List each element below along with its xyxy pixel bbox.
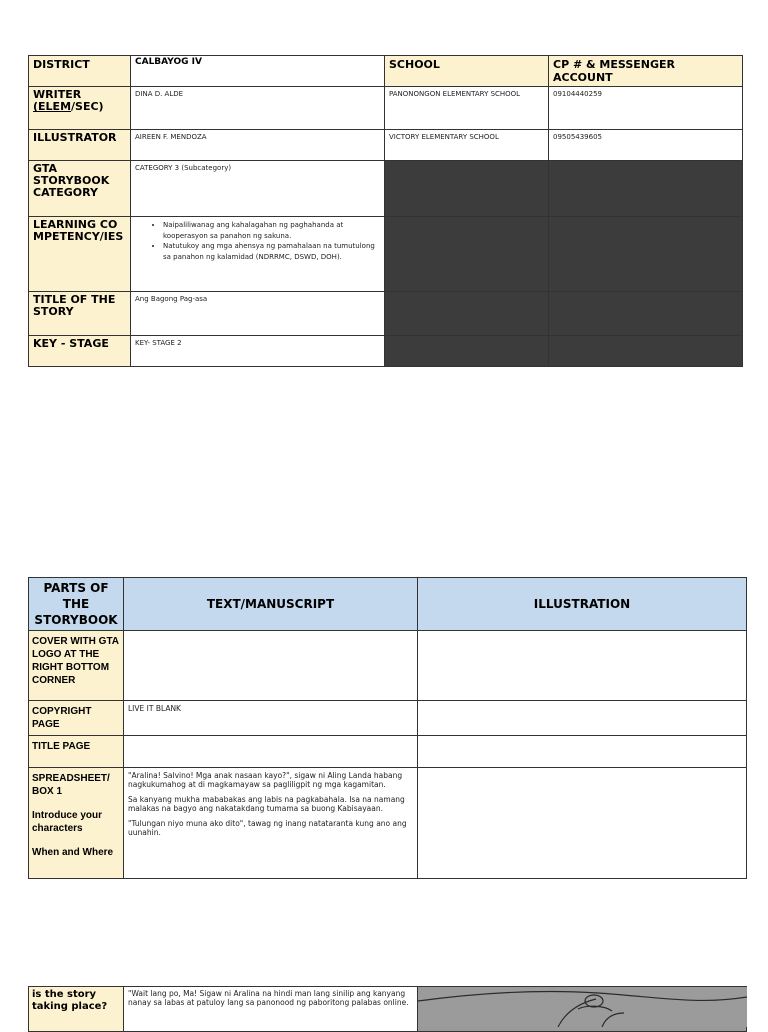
illustrator-school: VICTORY ELEMENTARY SCHOOL — [385, 130, 549, 161]
copyright-illustration-cell — [418, 701, 747, 736]
shaded-cell — [385, 217, 549, 292]
sketch-illustration — [418, 987, 747, 1032]
sketch-drawing — [418, 987, 747, 1027]
spread-label-when-where: When and Where — [32, 847, 114, 858]
writer-label: WRITER (ELEM/SEC) — [29, 87, 131, 130]
competency-item: • Naipaliliwanag ang kahalagahan ng paghahanda at kooperasyon sa panahon ng sakuna. — [163, 220, 380, 241]
writer-contact: 09104440259 — [549, 87, 743, 130]
title-page-label: TITLE PAGE — [29, 736, 124, 768]
shaded-cell — [549, 217, 743, 292]
title-page-text-cell — [124, 736, 418, 768]
spread-text-cell — [124, 768, 418, 879]
continued-text: "Wait lang po, Ma! Sigaw ni Aralina na hindi man lang sinilip ang kanyang nanay sa labas at patuloy lang sa panonood ng paboritong palabas online. — [124, 987, 418, 1032]
manuscript-paragraph: Sa kanyang mukha mababakas ang labis na pagkabahala. Isa na namang malakas na bagyo ang nakatakdang tumama sa buong Kabisayaan. — [128, 795, 405, 813]
district-label: DISTRICT — [29, 56, 131, 87]
cover-illustration-cell — [418, 631, 747, 701]
spread-label — [29, 768, 124, 879]
title-page-illustration-cell — [418, 736, 747, 768]
title-label: TITLE OF THE STORY — [29, 292, 131, 336]
writer-name: DINA D. ALDE — [131, 87, 385, 130]
illustrator-contact: 09505439605 — [549, 130, 743, 161]
category-label: GTA STORYBOOK CATEGORY — [29, 161, 131, 217]
shaded-cell — [385, 336, 549, 367]
shaded-cell — [549, 161, 743, 217]
shaded-cell — [385, 292, 549, 336]
competency-list-cell — [131, 217, 385, 292]
school-header: SCHOOL — [385, 56, 549, 87]
stage-label: KEY - STAGE — [29, 336, 131, 367]
copyright-text: LIVE IT BLANK — [124, 701, 418, 736]
contact-header: CP # & MESSENGER ACCOUNT — [549, 56, 743, 87]
writer-school: PANONONGON ELEMENTARY SCHOOL — [385, 87, 549, 130]
spread-label-title: SPREADSHEET/ BOX 1 — [32, 773, 110, 797]
illustrator-label: ILLUSTRATOR — [29, 130, 131, 161]
spread-illustration-cell — [418, 768, 747, 879]
shaded-cell — [549, 336, 743, 367]
continued-table — [28, 986, 747, 1032]
category-value: CATEGORY 3 (Subcategory) — [131, 161, 385, 217]
cover-label: COVER WITH GTA LOGO AT THE RIGHT BOTTOM CORNER — [29, 631, 124, 701]
district-value: CALBAYOG IV — [131, 56, 385, 87]
text-column-header: TEXT/MANUSCRIPT — [124, 578, 418, 631]
manuscript-paragraph: "Aralina! Salvino! Mga anak nasaan kayo?", sigaw ni Aling Landa habang nagkukumahog at di magkamayaw sa pagliligpit ng mga kagamitan. — [128, 771, 403, 789]
shaded-cell — [385, 161, 549, 217]
illustrator-name: AIREEN F. MENDOZA — [131, 130, 385, 161]
continued-label: is the story taking place? — [29, 987, 124, 1032]
storybook-parts-table — [28, 577, 747, 879]
illustration-column-header: ILLUSTRATION — [418, 578, 747, 631]
spread-label-characters: Introduce your characters — [32, 810, 103, 834]
parts-column-header: PARTS OF THE STORYBOOK — [29, 578, 124, 631]
info-table — [28, 55, 743, 367]
cover-text-cell — [124, 631, 418, 701]
copyright-label: COPYRIGHT PAGE — [29, 701, 124, 736]
title-value: Ang Bagong Pag-asa — [131, 292, 385, 336]
stage-value: KEY- STAGE 2 — [131, 336, 385, 367]
manuscript-paragraph: "Tulungan niyo muna ako dito", tawag ng inang natataranta kung ano ang uunahin. — [128, 819, 407, 837]
competency-list — [135, 220, 380, 262]
competency-label: LEARNING COMPETENCY/IES — [29, 217, 131, 292]
competency-item: • Natutukoy ang mga ahensya ng pamahalaan na tumutulong sa panahon ng kalamidad (NDRRMC, DSWD, DOH). — [163, 241, 380, 262]
shaded-cell — [549, 292, 743, 336]
